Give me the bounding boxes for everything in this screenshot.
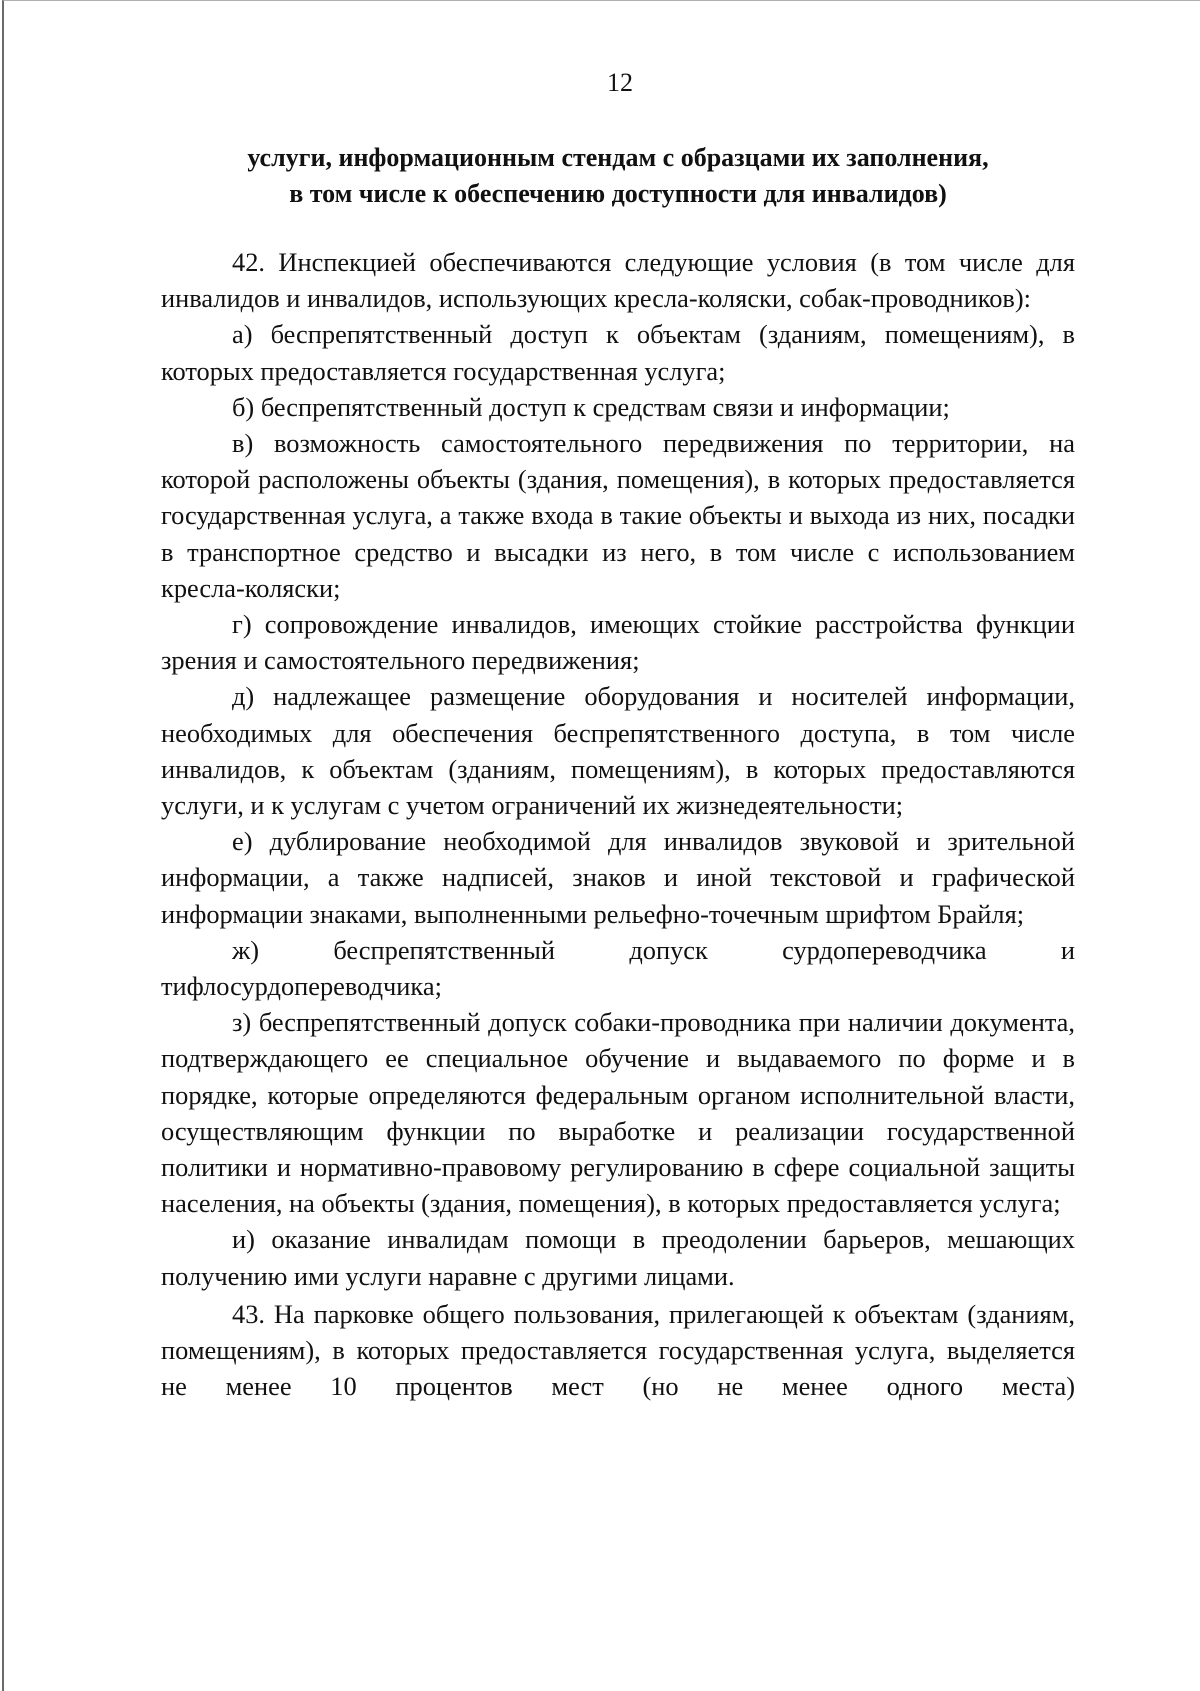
page-number: 12 [607, 68, 633, 97]
paragraph-42: 42. Инспекцией обеспечиваются следующие условия (в том числе для инвалидов и инвалидов, использующих кресла-коляски, собак-проводников): [161, 247, 1075, 314]
section-heading [160, 140, 1076, 212]
document-body [161, 244, 1075, 1405]
section-heading-line-2: в том числе к обеспечению доступности для инвалидов) [289, 179, 947, 208]
paragraph-43: 43. На парковке общего пользования, прилегающей к объектам (зданиям, помещениям), в которых предоставляется государственная услуга, выделяется не менее 10 процентов мест (но не менее одного места) [161, 1298, 1075, 1402]
paragraph-42-a: а) беспрепятственный доступ к объектам (зданиям, помещениям), в которых предоставляется государственная услуга; [161, 319, 1075, 386]
paragraph-42-z: з) беспрепятственный допуск собаки-проводника при наличии документа, подтверждающего ее специальное обучение и выдаваемого по форме и в порядке, которые определяются федеральным органом исполнительной власти, осуществляющим функции по выработке и реализации государственной политики и нормативно-правовому регулированию в сфере социальной защиты населения, на объекты (здания, помещения), в которых предоставляется услуга; [161, 1007, 1075, 1219]
paragraph-42-i: и) оказание инвалидам помощи в преодолении барьеров, мешающих получению ими услуги наравне с другими лицами. [161, 1224, 1075, 1291]
paragraph-42-g: г) сопровождение инвалидов, имеющих стойкие расстройства функции зрения и самостоятельного передвижения; [161, 609, 1075, 676]
section-heading-line-1: услуги, информационным стендам с образцами их заполнения, [247, 143, 989, 172]
paragraph-42-v: в) возможность самостоятельного передвижения по территории, на которой расположены объекты (здания, помещения), в которых предоставляется государственная услуга, а также входа в такие объекты и выхода из них, посадки в транспортное средство и высадки из него, в том числе с использованием кресла-коляски; [161, 428, 1075, 603]
paragraph-42-e: е) дублирование необходимой для инвалидов звуковой и зрительной информации, а также надписей, знаков и иной текстовой и графической информации знаками, выполненными рельефно-точечным шрифтом Брайля; [161, 826, 1075, 929]
paragraph-42-b: б) беспрепятственный доступ к средствам связи и информации; [232, 391, 950, 422]
paragraph-42-zh: ж) беспрепятственный допуск сурдопереводчика и тифлосурдопереводчика; [161, 934, 1075, 1002]
paragraph-42-d: д) надлежащее размещение оборудования и носителей информации, необходимых для обеспечения беспрепятственного доступа, в том числе инвалидов, к объектам (зданиям, помещениям), в которых предоставляются услуги, и к услугам с учетом ограничений их жизнедеятельности; [161, 681, 1075, 821]
